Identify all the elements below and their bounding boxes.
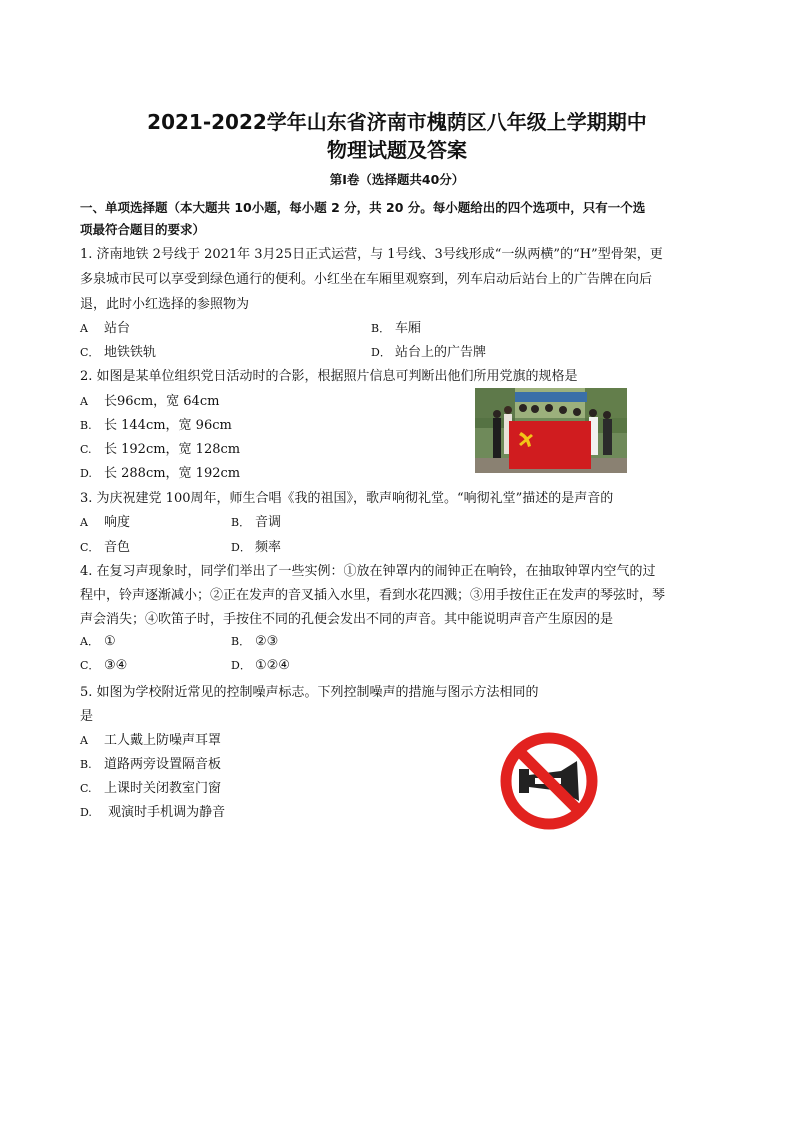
option-text: 观演时手机调为静音: [104, 805, 226, 820]
option-text: 长 288cm，宽 192cm: [104, 466, 241, 481]
q1-option-b: [371, 317, 421, 336]
q1-option-d: [371, 341, 486, 360]
section-heading-line2: 项最符合题目的要求）: [80, 222, 206, 237]
option-letter: B．: [231, 635, 251, 648]
option-letter: C．: [80, 541, 100, 554]
option-text: 频率: [255, 540, 282, 555]
q2-option-a: [80, 390, 219, 409]
document-title-line1: 2021-2022学年山东省济南市槐荫区八年级上学期期中: [147, 110, 647, 134]
option-letter: B.: [80, 419, 92, 432]
option-letter: D．: [231, 659, 251, 672]
document-title-line2: 物理试题及答案: [327, 138, 467, 162]
q3-stem: 3. 为庆祝建党 100周年，师生合唱《我的祖国》，歌声响彻礼堂。“响彻礼堂”描述的是声音的: [80, 491, 614, 506]
option-letter: A．: [80, 635, 99, 648]
q1-stem-line1: 1. 济南地铁 2号线于 2021年 3月25日正式运营，与 1号线、3号线形成“一纵两横”的“H”型骨架，更: [80, 247, 663, 262]
no-horn-sign-icon: [499, 731, 599, 831]
section-heading-line1: 一、单项选择题（本大题共 10小题，每小题 2 分，共 20 分。每小题给出的四个选项中，只有一个选: [80, 200, 646, 215]
q5-option-a: [80, 729, 221, 748]
q1-stem-line3: 退，此时小红选择的参照物为: [80, 297, 250, 312]
q5-option-c: [80, 777, 221, 796]
option-text: ②③: [255, 634, 279, 649]
q3-option-b: [231, 511, 281, 530]
option-letter: C．: [80, 659, 100, 672]
q1-stem-line2: 多泉城市民可以享受到绿色通行的便利。小红坐在车厢里观察到，列车启动后站台上的广告牌在向后: [80, 272, 653, 287]
option-letter: D.: [80, 467, 92, 480]
q2-option-d: [80, 462, 240, 481]
q3-option-c: [80, 536, 130, 555]
option-letter: D．: [371, 346, 391, 359]
option-letter: B．: [371, 322, 391, 335]
option-letter: B．: [231, 516, 251, 529]
q4-stem-line2: 程中，铃声逐渐减小；②正在发声的音叉插入水里，看到水花四溅；③用手按住正在发声的琴弦时，琴: [80, 588, 666, 603]
q4-stem-line1: 4. 在复习声现象时，同学们举出了一些实例：①放在钟罩内的闹钟正在响铃，在抽取钟罩内空气的过: [80, 564, 656, 579]
q5-option-d: [80, 801, 225, 820]
q5-stem-line1: 5. 如图为学校附近常见的控制噪声标志。下列控制噪声的措施与图示方法相同的: [80, 685, 539, 700]
option-letter: B.: [80, 758, 92, 771]
option-letter: A: [80, 516, 88, 529]
q5-stem-line2: 是: [80, 709, 94, 724]
option-text: 地铁铁轨: [104, 345, 157, 360]
party-flag-photo: [475, 388, 627, 473]
option-letter: D．: [231, 541, 251, 554]
volume-heading: 第Ⅰ卷（选择题共40分）: [329, 172, 465, 187]
option-text: 长96cm，宽 64cm: [104, 394, 220, 409]
option-text: 站台: [104, 321, 131, 336]
q4-option-b: [231, 633, 278, 649]
option-text: 上课时关闭教室门窗: [104, 781, 222, 796]
q2-stem: 2. 如图是某单位组织党日活动时的合影，根据照片信息可判断出他们所用党旗的规格是: [80, 369, 578, 384]
q5-option-b: [80, 753, 221, 772]
option-text: ①②④: [255, 658, 290, 673]
option-text: 道路两旁设置隔音板: [104, 757, 222, 772]
option-letter: C.: [80, 782, 92, 795]
q4-stem-line3: 声会消失；④吹笛子时，手按住不同的孔便会发出不同的声音。其中能说明声音产生原因的是: [80, 612, 614, 627]
option-text: 音色: [104, 540, 131, 555]
q1-option-c: [80, 341, 156, 360]
option-text: 站台上的广告牌: [395, 345, 487, 360]
option-letter: C．: [80, 346, 100, 359]
option-text: ③④: [104, 658, 128, 673]
option-text: 长 192cm，宽 128cm: [104, 442, 241, 457]
q2-option-b: [80, 414, 232, 433]
q4-option-a: [80, 633, 116, 649]
option-letter: A: [80, 395, 88, 408]
option-letter: D.: [80, 806, 92, 819]
option-text: 车厢: [395, 321, 422, 336]
option-letter: C.: [80, 443, 92, 456]
q4-option-d: [231, 657, 290, 673]
option-letter: A: [80, 322, 88, 335]
q4-option-c: [80, 657, 127, 673]
party-flag-photo-drawing: [475, 388, 627, 473]
option-text: 长 144cm，宽 96cm: [104, 418, 232, 433]
q3-option-a: [80, 511, 130, 530]
q3-option-d: [231, 536, 281, 555]
option-text: 工人戴上防噪声耳罩: [104, 733, 222, 748]
option-text: 音调: [255, 515, 282, 530]
q2-option-c: [80, 438, 240, 457]
q1-option-a: [80, 317, 130, 336]
option-letter: A: [80, 734, 88, 747]
option-text: 响度: [104, 515, 131, 530]
no-horn-sign: [499, 731, 599, 831]
option-text: ①: [104, 634, 116, 649]
